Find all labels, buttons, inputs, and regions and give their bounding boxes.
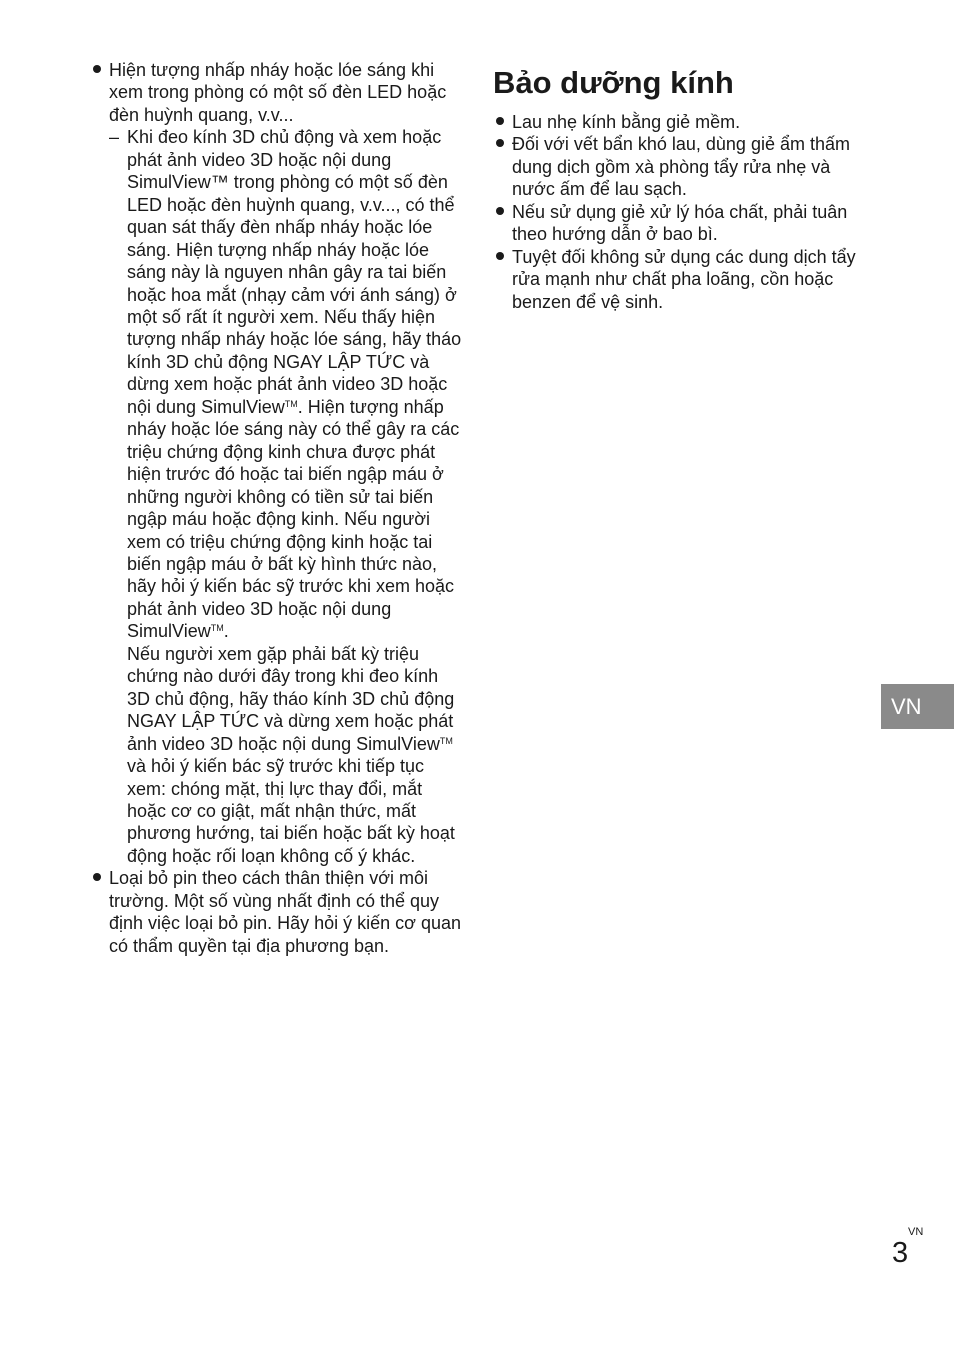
sub-paragraph-1	[127, 126, 462, 642]
sub-item-3d-glasses	[109, 126, 462, 867]
page-number-label: VN	[908, 1226, 924, 1238]
dash-marker: –	[109, 127, 120, 148]
trademark-mark: TM	[210, 623, 224, 634]
sub-paragraph-2-part-b: và hỏi ý kiến bác sỹ trước khi tiếp tục xem: chóng mặt, thị lực thay đổi, mắt hoặc cơ co giật, mất nhận thức, mất phương hướng, tai biến hoặc bất kỳ hoạt động hoặc rối loạn không cố ý khác.	[127, 756, 455, 866]
sub-paragraph-2	[127, 643, 462, 868]
bullet-flicker-warning	[90, 59, 462, 867]
bullet-text: Loại bỏ pin theo cách thân thiện với môi trường. Một số vùng nhất định có thể quy định việc loại bỏ pin. Hãy hỏi ý kiến cơ quan có thẩm quyền tại địa phương bạn.	[109, 868, 462, 956]
trademark-mark: TM	[284, 398, 298, 409]
right-column	[493, 60, 865, 313]
bullet-battery-disposal	[90, 867, 462, 957]
sub-paragraph-1-part-b: . Hiện tượng nhấp nháy hoặc lóe sáng này có thể gây ra các triệu chứng động kinh chưa được phát hiện trước đó hoặc tai biến ngập máu ở những người không có tiền sử tai biến ngập máu hoặc động kinh. Nếu người xem có triệu chứng động kinh hoặc tai biến ngập máu ở bất kỳ hình thức nào, hãy hỏi ý kiến bác sỹ trước khi xem hoặc phát ảnh video 3D hoặc nội dung SimulView	[127, 396, 460, 642]
sub-paragraph-2-part-a: Nếu người xem gặp phải bất kỳ triệu chứng nào dưới đây trong khi đeo kính 3D chủ động, hãy tháo kính 3D chủ động NGAY LẬP TỨC và dừng xem hoặc phát ảnh video 3D hoặc nội dung SimulView	[127, 643, 455, 754]
care-item: Đối với vết bẩn khó lau, dùng giẻ ẩm thấm dung dịch gồm xà phòng tẩy rửa nhẹ và nước ấm để lau sạch.	[493, 133, 865, 200]
bullet-text: Hiện tượng nhấp nháy hoặc lóe sáng khi xem trong phòng có một số đèn LED hoặc đèn huỳnh quang, v.v...	[109, 60, 447, 125]
page-number: 3	[892, 1237, 909, 1269]
sub-paragraph-1-part-c: .	[223, 621, 229, 642]
care-item: Lau nhẹ kính bằng giẻ mềm.	[493, 111, 865, 133]
language-tab: VN	[881, 684, 954, 729]
care-item: Nếu sử dụng giẻ xử lý hóa chất, phải tuân theo hướng dẫn ở bao bì.	[493, 201, 865, 246]
sub-paragraph-1-part-a: Khi đeo kính 3D chủ động và xem hoặc phát ảnh video 3D hoặc nội dung SimulView™ trong phòng có một số đèn LED hoặc đèn huỳnh quang, v.v..., có thể quan sát thấy đèn nhấp nháy hoặc lóe sáng. Hiện tượng nhấp nháy hoặc lóe sáng này là nguyen nhân gây ra tai biến hoặc hoa mắt (nhạy cảm với ánh sáng) ở một số rất ít người xem. Nếu thấy hiện tượng nhấp nháy hoặc lóe sáng, hãy tháo kính 3D chủ động NGAY LẬP TỨC và dừng xem hoặc phát ảnh video 3D hoặc nội dung SimulView	[127, 127, 462, 417]
section-heading: Bảo dưỡng kính	[493, 65, 734, 100]
trademark-mark: TM	[439, 735, 453, 746]
care-item: Tuyệt đối không sử dụng các dung dịch tẩy rửa mạnh như chất pha loãng, cồn hoặc benzen để vệ sinh.	[493, 246, 865, 313]
left-column	[90, 59, 462, 957]
